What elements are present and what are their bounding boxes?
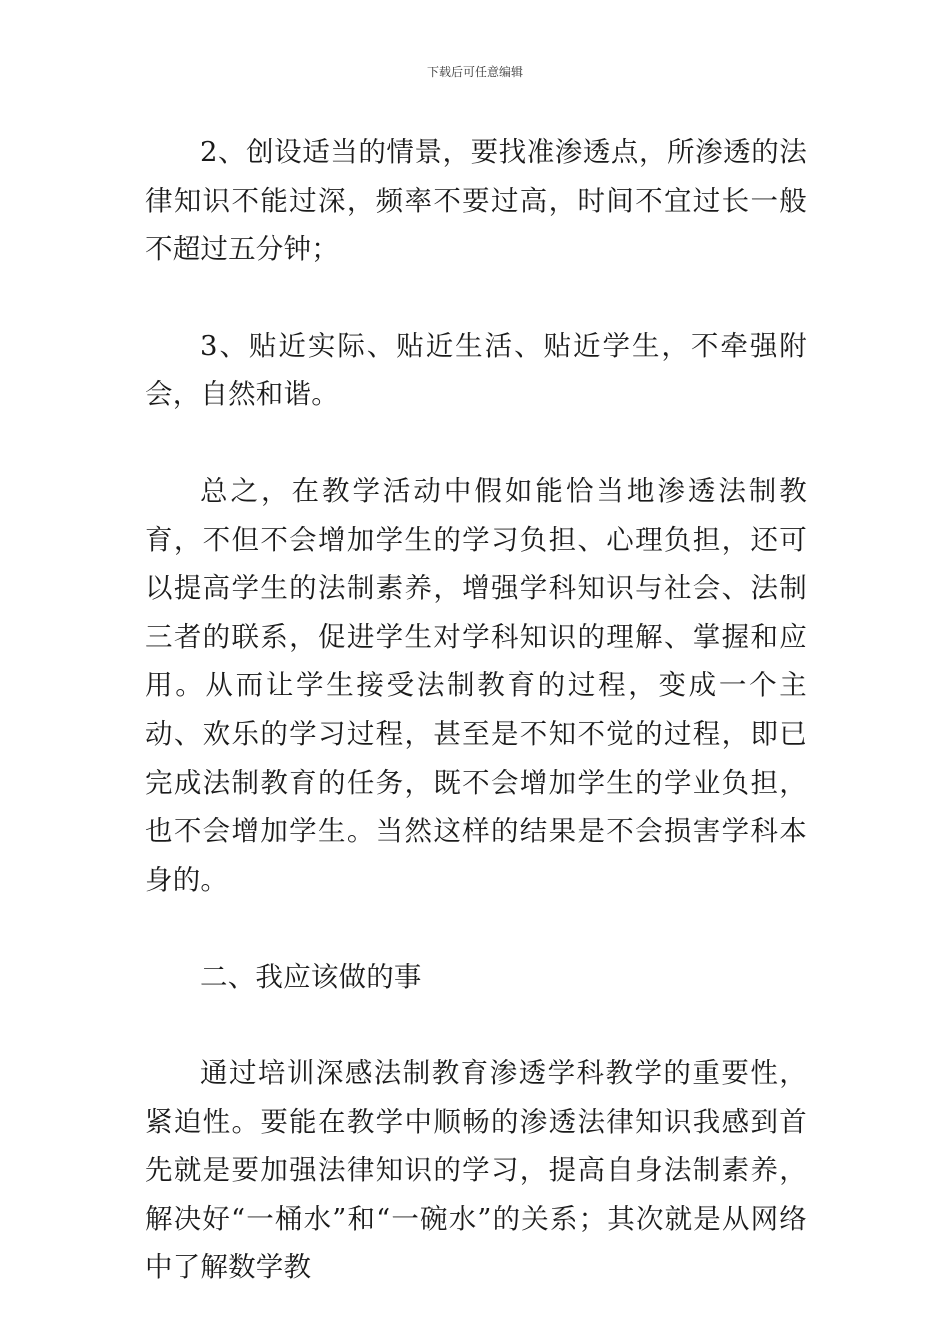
document-body	[145, 128, 807, 1292]
page-header-note: 下载后可任意编辑	[426, 65, 523, 79]
paragraph-reflection: 通过培训深感法制教育渗透学科教学的重要性，紧迫性。要能在教学中顺畅的渗透法律知识我感到首先就是要加强法律知识的学习，提高自身法制素养，解决好“一桶水”和“一碗水”的关系；其次就是从网络中了解数学教	[145, 1056, 807, 1284]
paragraph-summary: 总之，在教学活动中假如能恰当地渗透法制教育，不但不会增加学生的学习负担、心理负担，还可以提高学生的法制素养，增强学科知识与社会、法制三者的联系，促进学生对学科知识的理解、掌握和应用。从而让学生接受法制教育的过程，变成一个主动、欢乐的学习过程，甚至是不知不觉的过程，即已完成法制教育的任务，既不会增加学生的学业负担，也不会增加学生。当然这样的结果是不会损害学科本身的。	[145, 474, 807, 896]
paragraph-item-2: 2、创设适当的情景，要找准渗透点，所渗透的法律知识不能过深，频率不要过高，时间不宜过长一般不超过五分钟；	[145, 136, 807, 266]
paragraph-item-3: 3、贴近实际、贴近生活、贴近学生，不牵强附会，自然和谐。	[145, 329, 807, 411]
section-heading: 二、我应该做的事	[200, 961, 422, 994]
